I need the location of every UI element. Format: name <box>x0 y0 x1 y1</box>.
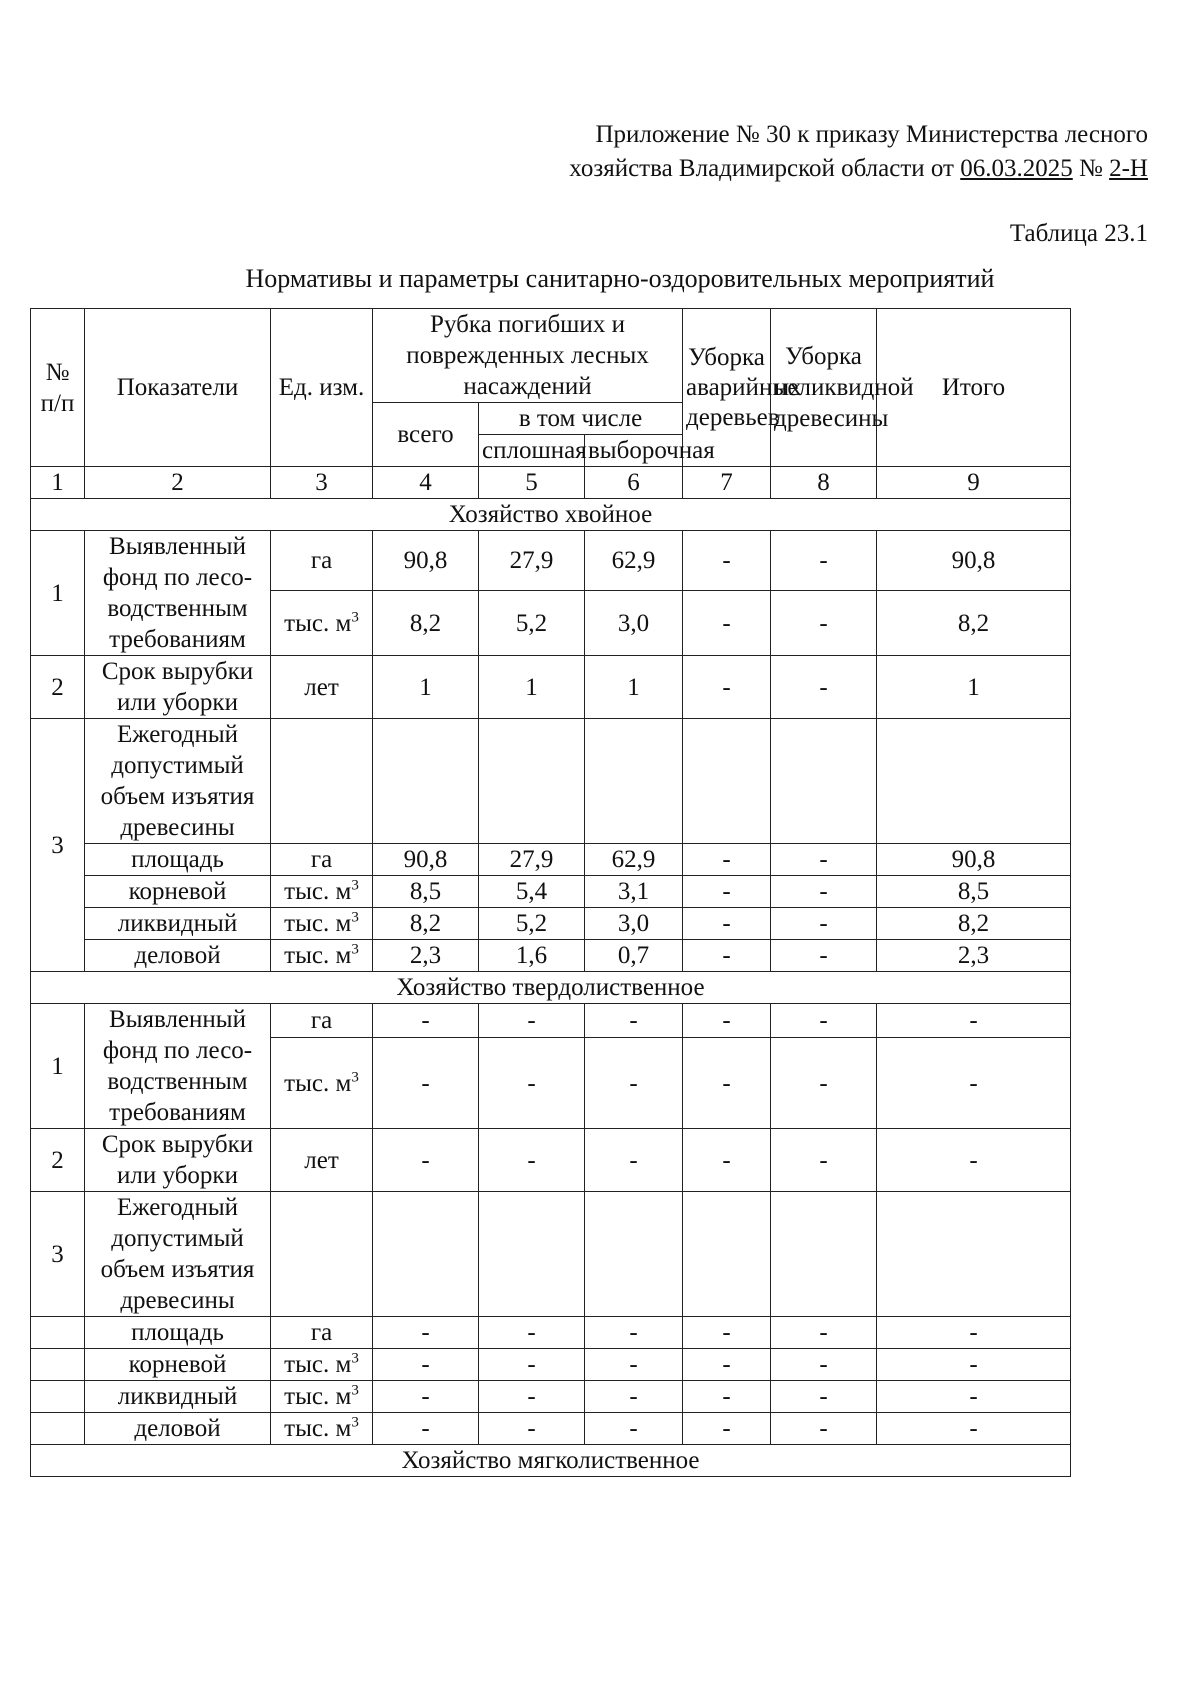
table-row <box>31 844 1071 876</box>
section-row <box>31 1445 1071 1477</box>
section-row <box>31 972 1071 1004</box>
row-label: Ежегодный допустимый объем изъятия древесины <box>85 719 271 844</box>
value-cell: - <box>683 940 771 972</box>
empty-cell <box>683 1192 771 1317</box>
value-cell: 90,8 <box>877 531 1071 591</box>
empty-cell <box>271 719 373 844</box>
header-line-2-text: хозяйства Владимирской области от <box>569 155 961 182</box>
row-label: Выявленный фонд по лесо-водственным требованиям <box>85 1004 271 1129</box>
value-cell: - <box>771 1413 877 1445</box>
value-cell: - <box>683 1129 771 1192</box>
value-cell: 5,2 <box>479 591 585 656</box>
value-cell: - <box>479 1349 585 1381</box>
value-cell: 62,9 <box>585 531 683 591</box>
col-number: 9 <box>877 467 1071 499</box>
empty-cell <box>479 719 585 844</box>
value-cell: - <box>373 1004 479 1038</box>
value-cell: - <box>683 908 771 940</box>
unit-cell: га <box>271 1317 373 1349</box>
value-cell: 1 <box>479 656 585 719</box>
unit-sup: 3 <box>351 909 359 926</box>
col-number: 8 <box>771 467 877 499</box>
value-cell: - <box>683 844 771 876</box>
value-cell: 90,8 <box>373 844 479 876</box>
norms-table <box>30 308 1071 1477</box>
value-cell: - <box>683 1038 771 1129</box>
value-cell: - <box>877 1317 1071 1349</box>
unit-text: тыс. м <box>284 609 352 637</box>
table-row <box>31 719 1071 844</box>
unit-cell <box>271 1413 373 1445</box>
value-cell: - <box>683 1317 771 1349</box>
value-cell: - <box>771 1038 877 1129</box>
value-cell: 8,2 <box>373 591 479 656</box>
value-cell: 8,5 <box>373 876 479 908</box>
value-cell: 3,0 <box>585 591 683 656</box>
unit-cell: га <box>271 1004 373 1038</box>
value-cell: - <box>373 1317 479 1349</box>
empty-cell <box>373 719 479 844</box>
value-cell: 8,5 <box>877 876 1071 908</box>
value-cell: 3,1 <box>585 876 683 908</box>
row-label: Ежегодный допустимый объем изъятия древесины <box>85 1192 271 1317</box>
empty-cell <box>585 719 683 844</box>
unit-cell <box>271 591 373 656</box>
empty-cell <box>771 719 877 844</box>
value-cell: - <box>479 1317 585 1349</box>
number-prefix: № <box>1072 155 1110 182</box>
unit-text: тыс. м <box>284 1069 352 1097</box>
value-cell: - <box>877 1038 1071 1129</box>
value-cell: - <box>771 1349 877 1381</box>
empty-cell <box>31 1317 85 1349</box>
col-number: 7 <box>683 467 771 499</box>
value-cell: - <box>479 1004 585 1038</box>
section-title: Хозяйство твердолиственное <box>31 972 1071 1004</box>
value-cell: - <box>683 591 771 656</box>
empty-cell <box>585 1192 683 1317</box>
unit-sup: 3 <box>351 941 359 958</box>
empty-cell <box>373 1192 479 1317</box>
value-cell: 3,0 <box>585 908 683 940</box>
col-header-itogo: Итого <box>877 309 1071 467</box>
value-cell: 5,2 <box>479 908 585 940</box>
value-cell: - <box>373 1413 479 1445</box>
table-row <box>31 876 1071 908</box>
col-header-selective: выборочная <box>585 435 683 467</box>
value-cell: - <box>683 1349 771 1381</box>
section-row <box>31 499 1071 531</box>
col-header-total: всего <box>373 403 479 467</box>
value-cell: - <box>877 1349 1071 1381</box>
header-line-1: Приложение № 30 к приказу Министерства лесного <box>595 121 1148 148</box>
col-number: 1 <box>31 467 85 499</box>
value-cell: 27,9 <box>479 844 585 876</box>
unit-cell: га <box>271 844 373 876</box>
value-cell: - <box>683 1004 771 1038</box>
value-cell: - <box>771 876 877 908</box>
col-number: 2 <box>85 467 271 499</box>
row-num: 3 <box>31 719 85 972</box>
value-cell: - <box>585 1004 683 1038</box>
empty-cell <box>479 1192 585 1317</box>
unit-text: тыс. м <box>284 1415 352 1442</box>
empty-cell <box>31 1381 85 1413</box>
value-cell: - <box>479 1413 585 1445</box>
section-title: Хозяйство мягколиственное <box>31 1445 1071 1477</box>
order-number: 2-Н <box>1109 155 1148 182</box>
row-label: Срок вырубки или уборки <box>85 1129 271 1192</box>
col-header-felling: Рубка погибших и поврежденных лесных насаждений <box>373 309 683 403</box>
empty-cell <box>683 719 771 844</box>
value-cell: - <box>479 1038 585 1129</box>
empty-cell <box>271 1192 373 1317</box>
table-row <box>31 1192 1071 1317</box>
value-cell: - <box>585 1317 683 1349</box>
unit-text: тыс. м <box>284 1383 352 1410</box>
value-cell: - <box>771 1317 877 1349</box>
table-row <box>31 1349 1071 1381</box>
row-sublabel: ликвидный <box>85 1381 271 1413</box>
unit-sup: 3 <box>351 609 359 626</box>
document-title: Нормативы и параметры санитарно-оздоровительных мероприятий <box>245 264 995 293</box>
col-number: 6 <box>585 467 683 499</box>
value-cell: - <box>771 1004 877 1038</box>
table-row <box>31 1413 1071 1445</box>
table-row <box>31 940 1071 972</box>
header-row-1 <box>31 309 1071 403</box>
empty-cell <box>877 1192 1071 1317</box>
value-cell: - <box>585 1413 683 1445</box>
row-num: 2 <box>31 1129 85 1192</box>
table-row <box>31 908 1071 940</box>
unit-cell <box>271 940 373 972</box>
header-line-2 <box>569 152 1148 186</box>
col-header-clear: сплошная <box>479 435 585 467</box>
value-cell: 8,2 <box>373 908 479 940</box>
value-cell: - <box>373 1038 479 1129</box>
table-row <box>31 531 1071 591</box>
unit-cell <box>271 1381 373 1413</box>
document-header <box>569 118 1148 186</box>
table-row <box>31 656 1071 719</box>
unit-cell <box>271 908 373 940</box>
row-sublabel: площадь <box>85 1317 271 1349</box>
col-header-hazard-trees: Уборка аварийных деревьев <box>683 309 771 467</box>
col-header-including: в том числе <box>479 403 683 435</box>
row-num: 1 <box>31 531 85 656</box>
value-cell: 90,8 <box>373 531 479 591</box>
value-cell: - <box>373 1349 479 1381</box>
value-cell: - <box>877 1381 1071 1413</box>
value-cell: - <box>479 1129 585 1192</box>
unit-sup: 3 <box>351 877 359 894</box>
value-cell: 27,9 <box>479 531 585 591</box>
table-row <box>31 1381 1071 1413</box>
value-cell: - <box>771 1381 877 1413</box>
row-num: 3 <box>31 1192 85 1317</box>
value-cell: 1 <box>373 656 479 719</box>
section-title: Хозяйство хвойное <box>31 499 1071 531</box>
table-row <box>31 1004 1071 1038</box>
value-cell: - <box>771 908 877 940</box>
empty-cell <box>771 1192 877 1317</box>
order-date: 06.03.2025 <box>960 155 1073 182</box>
value-cell: - <box>683 656 771 719</box>
table-label: Таблица 23.1 <box>1009 220 1148 247</box>
col-header-num: № п/п <box>31 309 85 467</box>
unit-text: тыс. м <box>284 910 352 937</box>
value-cell: - <box>585 1038 683 1129</box>
empty-cell <box>877 719 1071 844</box>
value-cell: - <box>877 1413 1071 1445</box>
unit-text: тыс. м <box>284 942 352 969</box>
value-cell: 0,7 <box>585 940 683 972</box>
value-cell: 2,3 <box>877 940 1071 972</box>
column-number-row <box>31 467 1071 499</box>
value-cell: - <box>479 1381 585 1413</box>
row-num: 2 <box>31 656 85 719</box>
unit-cell <box>271 1038 373 1129</box>
value-cell: 1 <box>877 656 1071 719</box>
value-cell: - <box>771 591 877 656</box>
unit-cell: лет <box>271 656 373 719</box>
col-number: 3 <box>271 467 373 499</box>
value-cell: - <box>585 1129 683 1192</box>
value-cell: - <box>683 531 771 591</box>
unit-cell: га <box>271 531 373 591</box>
value-cell: 5,4 <box>479 876 585 908</box>
value-cell: 8,2 <box>877 591 1071 656</box>
col-header-unit: Ед. изм. <box>271 309 373 467</box>
value-cell: - <box>771 531 877 591</box>
value-cell: - <box>771 844 877 876</box>
row-label: Выявленный фонд по лесо-водственным требованиям <box>85 531 271 656</box>
value-cell: 1,6 <box>479 940 585 972</box>
row-sublabel: корневой <box>85 1349 271 1381</box>
unit-cell: лет <box>271 1129 373 1192</box>
col-header-nonliquid: Уборка неликвидной древесины <box>771 309 877 467</box>
row-num: 1 <box>31 1004 85 1129</box>
value-cell: 90,8 <box>877 844 1071 876</box>
unit-text: тыс. м <box>284 878 352 905</box>
value-cell: - <box>585 1381 683 1413</box>
value-cell: - <box>683 1381 771 1413</box>
empty-cell <box>31 1349 85 1381</box>
row-sublabel: ликвидный <box>85 908 271 940</box>
value-cell: 1 <box>585 656 683 719</box>
unit-sup: 3 <box>351 1069 359 1086</box>
value-cell: - <box>683 1413 771 1445</box>
value-cell: - <box>877 1004 1071 1038</box>
row-label: Срок вырубки или уборки <box>85 656 271 719</box>
row-sublabel: площадь <box>85 844 271 876</box>
value-cell: - <box>771 940 877 972</box>
value-cell: - <box>683 876 771 908</box>
value-cell: - <box>877 1129 1071 1192</box>
unit-sup: 3 <box>351 1350 359 1367</box>
col-header-indicators: Показатели <box>85 309 271 467</box>
value-cell: - <box>771 656 877 719</box>
value-cell: - <box>373 1381 479 1413</box>
unit-sup: 3 <box>351 1414 359 1431</box>
value-cell: - <box>585 1349 683 1381</box>
col-number: 5 <box>479 467 585 499</box>
empty-cell <box>31 1413 85 1445</box>
value-cell: 8,2 <box>877 908 1071 940</box>
col-number: 4 <box>373 467 479 499</box>
value-cell: 62,9 <box>585 844 683 876</box>
value-cell: 2,3 <box>373 940 479 972</box>
unit-cell <box>271 1349 373 1381</box>
table-row <box>31 1129 1071 1192</box>
unit-cell <box>271 876 373 908</box>
value-cell: - <box>373 1129 479 1192</box>
row-sublabel: корневой <box>85 876 271 908</box>
unit-sup: 3 <box>351 1382 359 1399</box>
value-cell: - <box>771 1129 877 1192</box>
row-sublabel: деловой <box>85 1413 271 1445</box>
row-sublabel: деловой <box>85 940 271 972</box>
table-row <box>31 1317 1071 1349</box>
unit-text: тыс. м <box>284 1351 352 1378</box>
